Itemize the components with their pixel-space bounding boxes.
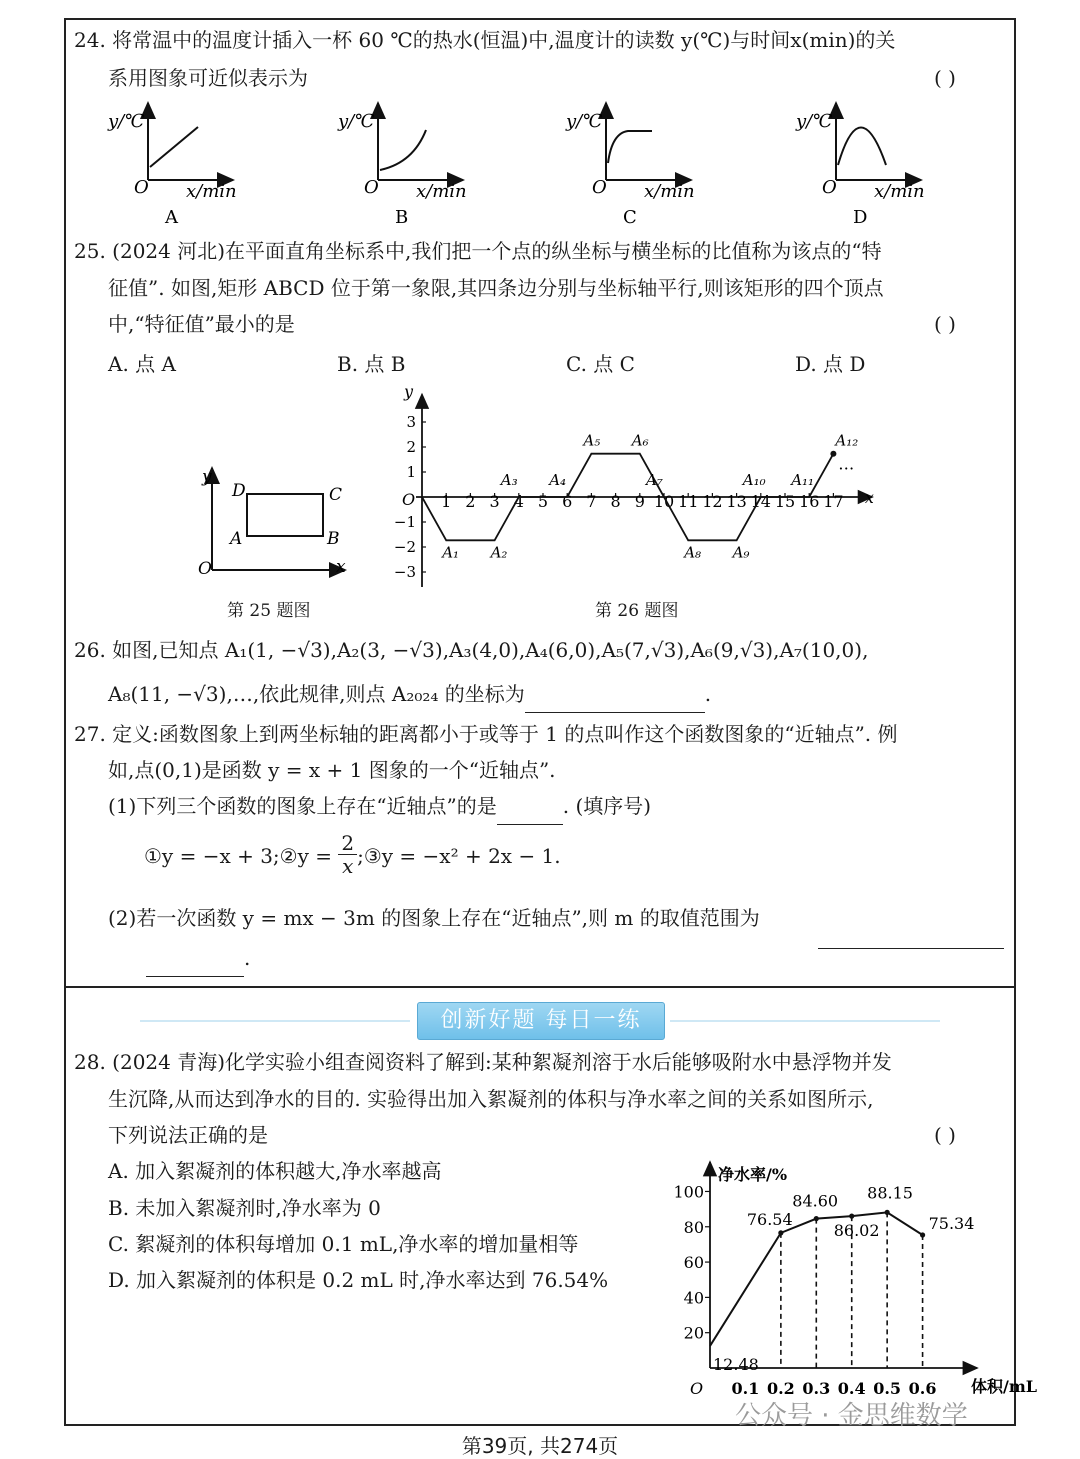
chart28-xlabel: 体积/mL <box>971 1377 1038 1396</box>
fig25 <box>190 460 360 585</box>
q26-line2 <box>108 676 711 713</box>
q25-line2: 征值”. 如图,矩形 ABCD 位于第一象限,其四条边分别与坐标轴平行,则该矩形的四个顶点 <box>108 276 884 300</box>
q25-line3: 中,“特征值”最小的是 <box>108 312 295 336</box>
q24-a-letter: A <box>165 207 178 228</box>
fig26-x-tick-label: 11 <box>678 492 699 511</box>
q24-graph-d <box>795 103 925 228</box>
chart28-x-tick-label: 0.5 <box>873 1379 902 1398</box>
q27-frac-num: 2 <box>338 832 357 855</box>
fig26-x-tick-label: 7 <box>586 492 597 511</box>
q28-option-a: A. 加入絮凝剂的体积越大,净水率越高 <box>108 1159 442 1183</box>
fig26-x-tick-label: 12 <box>702 492 723 511</box>
q28-chart <box>660 1150 1038 1398</box>
section-banner: 创新好题 每日一练 <box>417 1002 665 1040</box>
q24-c-origin: O <box>592 177 607 198</box>
chart28-data-label: 12.48 <box>713 1354 759 1374</box>
fig26-point-label: A₁₀ <box>742 471 766 489</box>
fig26-point-label: A₉ <box>732 543 750 562</box>
fig26-x-tick-label: 15 <box>774 492 796 511</box>
q26-line2-end: . <box>704 682 712 706</box>
chart28-x-tick-label: 0.3 <box>802 1379 831 1398</box>
q24-d-letter: D <box>853 207 868 228</box>
q24-b-letter: B <box>395 207 409 228</box>
fig26-x-tick-label: 16 <box>799 492 820 511</box>
banner-line-right <box>670 1020 940 1022</box>
fig26-x-tick-label: 13 <box>726 492 747 511</box>
q28-line3: 下列说法正确的是 <box>108 1123 268 1147</box>
q27-sub2: (2)若一次函数 y = mx − 3m 的图象上存在“近轴点”,则 m 的取值范围为 <box>108 906 760 930</box>
q27-sub1-text: (1)下列三个函数的图象上存在“近轴点”的是 <box>108 794 497 818</box>
fig26-point-label: A₇ <box>646 471 663 489</box>
fig26-axis-y-label: y <box>404 382 414 401</box>
q24-b-origin: O <box>364 177 379 198</box>
q24-a-origin: O <box>134 177 149 198</box>
q24-graph-a <box>107 103 237 228</box>
q27-sub2-end: . <box>244 946 251 970</box>
fig26-point-label: A₁₂ <box>835 431 859 450</box>
chart28-data-label: 84.60 <box>792 1191 839 1211</box>
chart28-point <box>885 1210 890 1215</box>
chart28-x-tick-label: 0.6 <box>908 1379 937 1398</box>
q24-b-xlabel: x/min <box>416 181 467 202</box>
chart28-data-label: 75.34 <box>928 1213 975 1233</box>
fig26-x-tick-label: 5 <box>537 492 549 511</box>
q27-sub1-end: . (填序号) <box>562 794 652 818</box>
chart28-y-tick-label: 20 <box>683 1323 704 1343</box>
chart28-data-label: 76.54 <box>746 1209 793 1229</box>
fig26-ellipsis: … <box>838 454 855 474</box>
fig26-x-tick-label: 4 <box>513 492 524 511</box>
fig25-label-b: B <box>327 529 340 549</box>
fig26-origin: O <box>402 490 416 509</box>
page-footer: 第39页, 共274页 <box>461 1434 619 1458</box>
fig25-axis-y: y <box>202 467 212 487</box>
fig26-point-label: A₁₁ <box>791 471 815 489</box>
q24-d-origin: O <box>822 177 837 198</box>
fig26-point-label: A₈ <box>684 543 702 562</box>
chart28-y-tick-label: 60 <box>683 1253 704 1273</box>
q24-c-ylabel: y/℃ <box>566 111 603 132</box>
fig26-x-tick-label: 8 <box>610 492 621 511</box>
q27-sub1-blank[interactable] <box>497 788 563 825</box>
q24-line2: 系用图象可近似表示为 <box>108 66 308 90</box>
q25-option-c: C. 点 C <box>566 352 635 376</box>
fig26-point-label: A₁ <box>442 543 460 562</box>
q24-d-ylabel: y/℃ <box>796 111 833 132</box>
fig26-y-tick-label: −3 <box>393 563 416 581</box>
chart28-point <box>920 1232 925 1237</box>
chart28-point <box>778 1230 783 1235</box>
fig26-x-tick-label: 17 <box>823 492 844 511</box>
q26-line2-text: A₈(11, −√3),…,依此规律,则点 A₂₀₂₄ 的坐标为 <box>108 682 525 706</box>
chart28-data-label: 86.02 <box>833 1221 880 1241</box>
fig25-label-a: A <box>230 529 243 549</box>
fig26-y-tick-label: 3 <box>406 413 416 431</box>
fig25-origin: O <box>198 559 212 579</box>
fig26-axis-x-label: x <box>864 488 874 507</box>
q26-line1: 26. 如图,已知点 A₁(1, −√3),A₂(3, −√3),A₃(4,0),A₄(6,0),A₅(7,√3),A₆(9,√3),A₇(10,0), <box>74 638 869 662</box>
fig26-point-label: A₆ <box>631 431 649 450</box>
fig25-caption: 第 25 题图 <box>227 601 311 621</box>
q24-d-xlabel: x/min <box>874 181 925 202</box>
chart28-origin: O <box>690 1379 704 1398</box>
q27-sub2-blank-2[interactable] <box>146 940 244 977</box>
q27-functions <box>144 831 561 878</box>
q26-answer-blank[interactable] <box>525 676 705 713</box>
q28-option-d: D. 加入絮凝剂的体积是 0.2 mL 时,净水率达到 76.54% <box>108 1268 609 1292</box>
watermark: 公众号 · 金思维数学 <box>735 1401 968 1431</box>
banner-line-left <box>140 1020 410 1022</box>
q27-fraction <box>338 832 357 877</box>
fig26-x-tick-label: 6 <box>562 492 573 511</box>
chart28-x-tick-label: 0.1 <box>731 1379 760 1398</box>
fig26-x-tick-label: 9 <box>634 492 645 511</box>
q24-graphs <box>0 95 1080 235</box>
fig26-point-label: A₃ <box>500 471 518 489</box>
chart28-ylabel: 净水率/% <box>718 1165 788 1184</box>
section-divider <box>64 986 1016 988</box>
q27-sub2-line2 <box>146 940 250 977</box>
fig26-y-tick-label: −2 <box>393 538 416 556</box>
fig25-axis-x: x <box>336 557 346 577</box>
q24-answer-paren: ( ) <box>934 66 956 90</box>
fig26-y-tick-label: 2 <box>406 438 416 456</box>
fig26-x-tick-label: 1 <box>441 492 452 511</box>
fig26-x-tick-label: 3 <box>489 492 500 511</box>
q24-c-letter: C <box>623 207 637 228</box>
q28-option-c: C. 絮凝剂的体积每增加 0.1 mL,净水率的增加量相等 <box>108 1232 579 1256</box>
q27-funcs-a: ①y = −x + 3;②y = <box>144 844 339 868</box>
chart28-y-tick-label: 100 <box>673 1182 704 1202</box>
fig26-point-label: A₄ <box>549 471 567 489</box>
q28-answer-paren: ( ) <box>934 1123 956 1147</box>
fig26-point-label: A₂ <box>490 543 508 562</box>
fig26-x-tick-label: 14 <box>750 492 771 511</box>
chart28-point <box>814 1216 819 1221</box>
fig26-y-tick-label: −1 <box>393 513 416 531</box>
q28-line2: 生沉降,从而达到净水的目的. 实验得出加入絮凝剂的体积与净水率之间的关系如图所示, <box>108 1087 874 1111</box>
q25-option-b: B. 点 B <box>337 352 406 376</box>
fig26 <box>390 380 890 585</box>
fig26-end-point <box>830 451 836 457</box>
fig26-caption: 第 26 题图 <box>595 601 679 621</box>
chart28-x-tick-label: 0.4 <box>837 1379 866 1398</box>
q24-graph-c <box>565 103 695 228</box>
fig26-y-tick-label: 1 <box>406 463 416 481</box>
fig26-x-tick-label: 2 <box>465 492 476 511</box>
chart28-y-tick-label: 40 <box>683 1288 704 1308</box>
chart28-data-label: 88.15 <box>867 1183 913 1203</box>
chart28-x-tick-label: 0.2 <box>766 1379 795 1398</box>
fig25-rectangle <box>247 494 323 536</box>
q27-sub2-blank-1[interactable] <box>818 922 1004 949</box>
q25-line1: 25. (2024 河北)在平面直角坐标系中,我们把一个点的纵坐标与横坐标的比值称为该点的“特 <box>74 239 882 263</box>
q24-b-ylabel: y/℃ <box>338 111 375 132</box>
fig25-label-c: C <box>329 485 343 505</box>
q27-frac-den: x <box>342 854 354 878</box>
fig25-label-d: D <box>232 481 246 501</box>
fig26-point-label: A₅ <box>583 431 601 450</box>
q25-answer-paren: ( ) <box>934 312 956 336</box>
q28-line1: 28. (2024 青海)化学实验小组查阅资料了解到:某种絮凝剂溶于水后能够吸附水中悬浮物并发 <box>74 1050 892 1074</box>
q24-c-xlabel: x/min <box>644 181 695 202</box>
q24-a-ylabel: y/℃ <box>108 111 145 132</box>
q24-line1: 24. 将常温中的温度计插入一杯 60 ℃的热水(恒温)中,温度计的读数 y(℃)与时间x(min)的关 <box>74 28 896 52</box>
q25-option-d: D. 点 D <box>795 352 866 376</box>
q27-line2: 如,点(0,1)是函数 y = x + 1 图象的一个“近轴点”. <box>108 758 556 782</box>
q24-graph-b <box>337 103 467 228</box>
q24-a-xlabel: x/min <box>186 181 237 202</box>
q25-option-a: A. 点 A <box>108 352 176 376</box>
q27-line1: 27. 定义:函数图象上到两坐标轴的距离都小于或等于 1 的点叫作这个函数图象的“近轴点”. 例 <box>74 722 898 746</box>
fig26-x-tick-label: 10 <box>653 492 675 511</box>
chart28-point <box>849 1214 854 1219</box>
chart28-y-tick-label: 80 <box>683 1217 704 1237</box>
q28-option-b: B. 未加入絮凝剂时,净水率为 0 <box>108 1196 381 1220</box>
q27-funcs-b: ;③y = −x² + 2x − 1. <box>357 844 561 868</box>
q27-sub1 <box>108 788 651 825</box>
